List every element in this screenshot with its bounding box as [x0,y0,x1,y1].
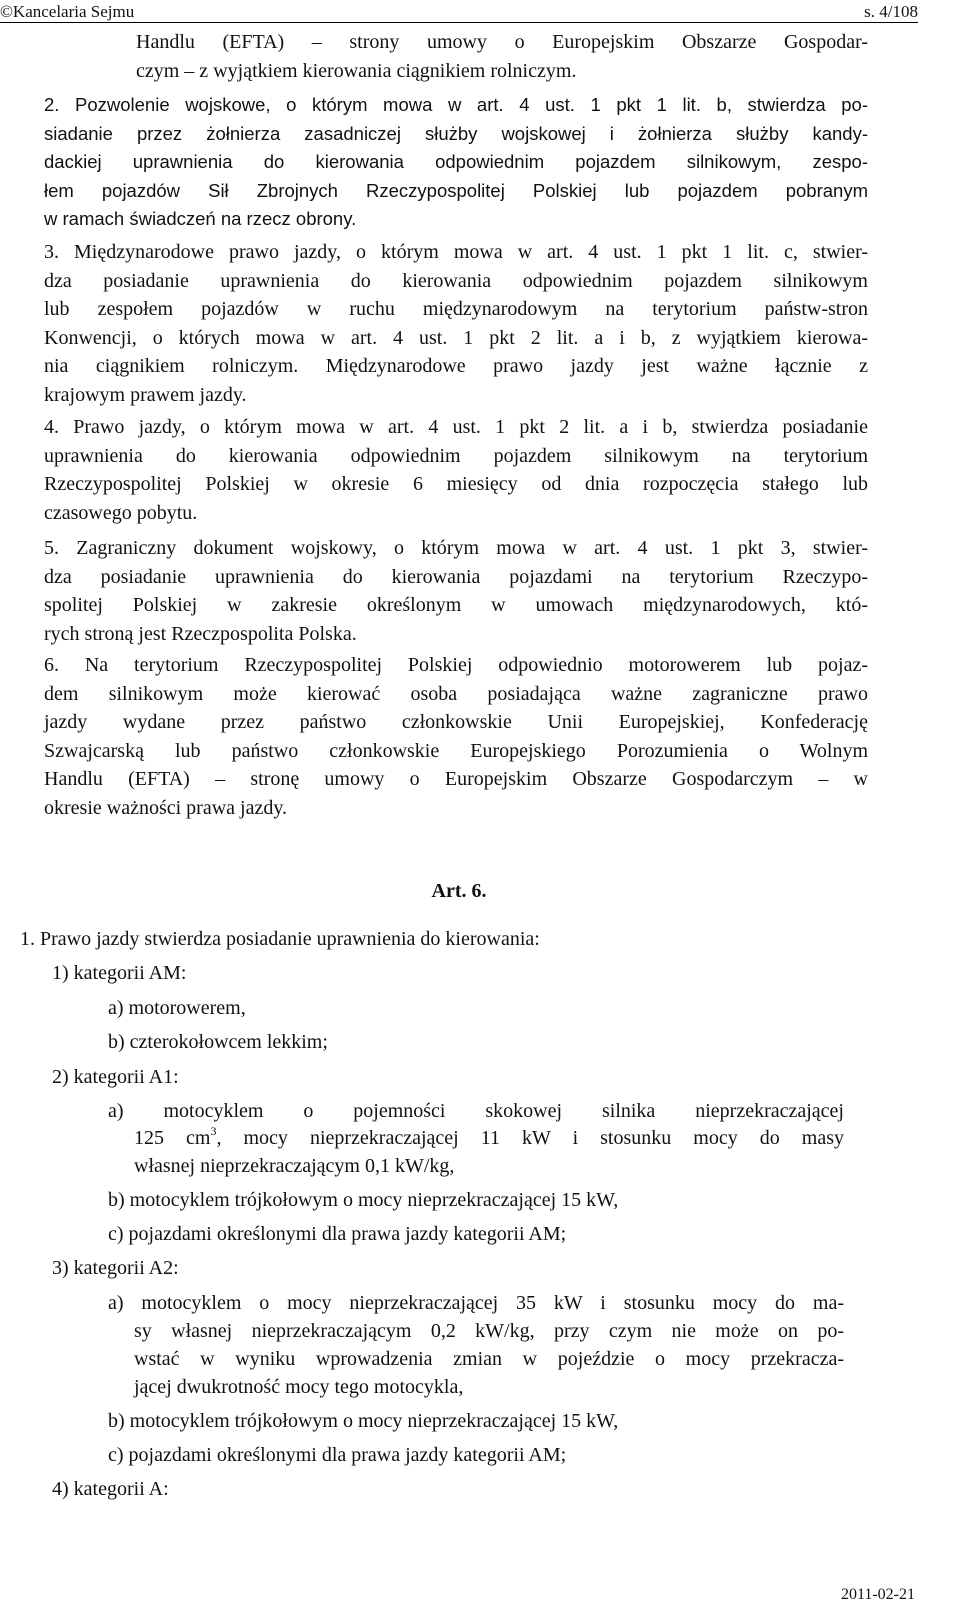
list-item-continuation: własnej nieprzekraczającym 0,1 kW/kg, [134,1155,455,1177]
text-line: okresie ważności prawa jazdy. [44,796,288,819]
text-line: spolitej Polskiej w zakresie określonym w umowach międzynarodowych, któ- [44,594,868,616]
list-item: b) motocyklem trójkołowym o mocy nieprzekraczającej 15 kW, [108,1410,619,1432]
text-fragment: , mocy nieprzekraczającej 11 kW i stosunku mocy do masy [216,1127,845,1149]
category-label: 2) kategorii A1: [52,1066,179,1088]
text-fragment: 125 cm [134,1127,211,1149]
paragraph-2 [44,91,868,234]
list-item: a) motocyklem o pojemności skokowej silnika nieprzekraczającej [108,1100,844,1122]
text-line: lub zespołem pojazdów w ruchu międzynarodowym na terytorium państw-stron [44,298,868,320]
text-line: Szwajcarską lub państwo członkowskie Europejskiego Porozumienia o Wolnym [44,739,868,762]
category-label: 4) kategorii A: [52,1478,169,1500]
text-line: nia ciągnikiem rolniczym. Międzynarodowe prawo jazdy jest ważne łącznie z [44,355,868,377]
footer-date: 2011-02-21 [840,1586,915,1603]
article-intro: 1. Prawo jazdy stwierdza posiadanie uprawnienia do kierowania: [20,928,540,950]
text-line: rych stroną jest Rzeczpospolita Polska. [44,622,357,645]
category-label: 1) kategorii AM: [52,962,187,984]
list-item: b) czterokołowcem lekkim; [108,1031,328,1053]
text-line: Handlu (EFTA) – strony umowy o Europejskim Obszarze Gospodar- [136,31,868,53]
paragraph-4 [44,413,868,527]
text-line: krajowym prawem jazdy. [44,383,247,406]
text-line: czasowego pobytu. [44,501,198,524]
text-line: dza posiadanie uprawnienia do kierowania pojazdami na terytorium Rzeczypo- [44,565,868,588]
text-line: Rzeczypospolitej Polskiej w okresie 6 miesięcy od dnia rozpoczęcia stałego lub [44,473,868,495]
text-line: 4. Prawo jazdy, o którym mowa w art. 4 ust. 1 pkt 2 lit. a i b, stwierdza posiadanie [44,416,868,438]
list-item: a) motocyklem o mocy nieprzekraczającej 35 kW i stosunku mocy do ma- [108,1292,844,1314]
text-line: siadanie przez żołnierza zasadniczej służby wojskowej i żołnierza służby kandy- [44,122,868,144]
header-copyright: ©Kancelaria Sejmu [0,2,135,21]
list-item: a) motorowerem, [108,997,246,1019]
text-line: Konwencji, o których mowa w art. 4 ust. 1 pkt 2 lit. a i b, z wyjątkiem kierowa- [44,326,868,349]
paragraph-6 [44,651,868,822]
text-line: 6. Na terytorium Rzeczypospolitej Polskiej odpowiednio motorowerem lub pojaz- [44,654,868,676]
text-line: Handlu (EFTA) – stronę umowy o Europejskim Obszarze Gospodarczym – w [44,768,868,790]
text-line: 2. Pozwolenie wojskowe, o którym mowa w art. 4 ust. 1 pkt 1 lit. b, stwierdza po- [44,94,868,115]
article-title: Art. 6. [431,880,487,902]
intro-paragraph [44,28,868,85]
superscript: 3 [210,1124,217,1138]
text-line: 5. Zagraniczny dokument wojskowy, o którym mowa w art. 4 ust. 1 pkt 3, stwier- [44,537,868,559]
text-line: dem silnikowym może kierować osoba posiadająca ważne zagraniczne prawo [44,682,868,705]
list-item-continuation: sy własnej nieprzekraczającym 0,2 kW/kg, przy czym nie może on po- [134,1320,844,1342]
paragraph-5 [44,534,868,648]
category-label: 3) kategorii A2: [52,1257,179,1279]
paragraph-3 [44,238,868,409]
list-item: c) pojazdami określonymi dla prawa jazdy kategorii AM; [108,1223,567,1245]
list-item-continuation: jącej dwukrotność mocy tego motocykla, [134,1376,464,1398]
text-line: w ramach świadczeń na rzecz obrony. [44,208,357,229]
text-line: dza posiadanie uprawnienia do kierowania odpowiednim pojazdem silnikowym [44,269,868,292]
text-line: uprawnienia do kierowania odpowiednim pojazdem silnikowym na terytorium [44,444,868,467]
list-item-continuation [134,1124,845,1150]
text-line: dackiej uprawnienia do kierowania odpowiednim pojazdem silnikowym, zespo- [44,151,868,172]
header-divider [0,22,918,23]
header-page-number: s. 4/108 [864,2,918,21]
text-line: czym – z wyjątkiem kierowania ciągnikiem rolniczym. [136,59,577,82]
list-item: c) pojazdami określonymi dla prawa jazdy kategorii AM; [108,1444,567,1466]
text-line: jazdy wydane przez państwo członkowskie Unii Europejskiej, Konfederację [44,711,868,733]
list-item-continuation: wstać w wyniku wprowadzenia zmian w pojeździe o mocy przekracza- [134,1348,844,1370]
text-line: łem pojazdów Sił Zbrojnych Rzeczypospolitej Polskiej lub pojazdem pobranym [44,179,868,201]
text-line: 3. Międzynarodowe prawo jazdy, o którym mowa w art. 4 ust. 1 pkt 1 lit. c, stwier- [44,241,868,263]
list-item: b) motocyklem trójkołowym o mocy nieprzekraczającej 15 kW, [108,1189,619,1211]
